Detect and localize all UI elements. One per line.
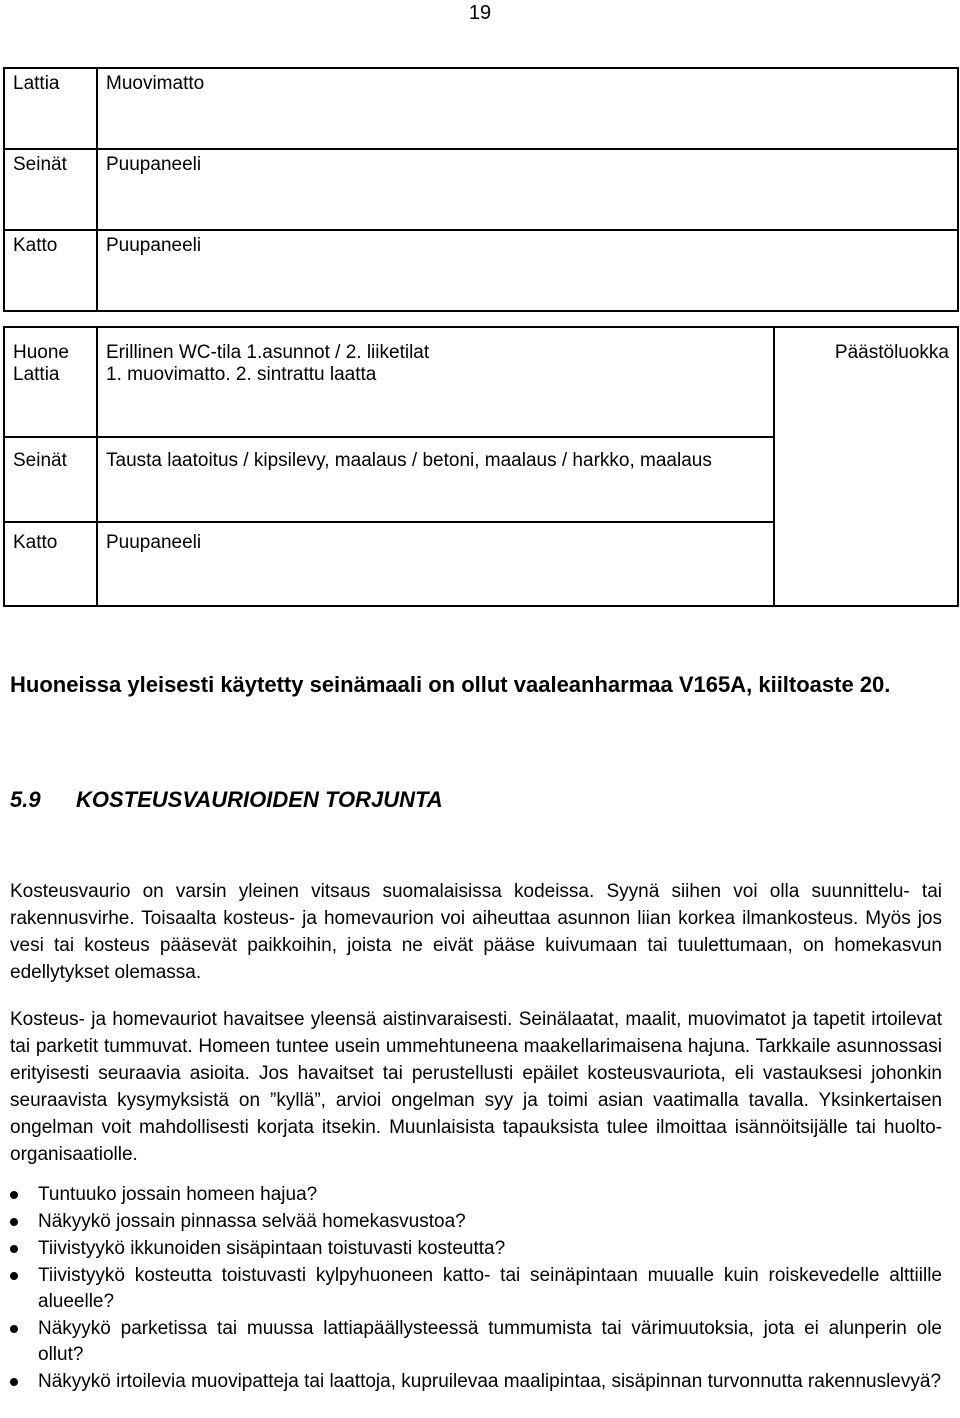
row-label: Katto — [4, 230, 97, 311]
row-label: Seinät — [4, 149, 97, 230]
page-number: 19 — [468, 2, 492, 24]
ceiling-value: Puupaneeli — [97, 522, 774, 606]
paint-note: Huoneissa yleisesti käytetty seinämaali on ollut vaaleanharmaa V165A, kiiltoaste 20. — [10, 672, 891, 697]
list-item — [10, 1182, 942, 1208]
table-row — [4, 230, 958, 311]
list-item-text: Tiivistyykö kosteutta toistuvasti kylpyhuoneen katto- tai seinäpintaan muualle kuin roiskevedelle alttiille alueelle? — [38, 1265, 942, 1312]
list-item — [10, 1209, 942, 1235]
list-item-text: Näkyykö parketissa tai muussa lattiapäällysteessä tummumista tai värimuutoksia, jota ei alunperin ole ollut? — [38, 1318, 942, 1365]
checklist — [10, 1182, 942, 1396]
paragraph: Kosteus- ja homevauriot havaitsee yleensä aistinvaraisesti. Seinälaatat, maalit, muovimatot ja tapetit irtoilevat tai parketit tummuvat. Homeen tuntee usein ummehtuneena maakellarimaisena hajuna. Tarkkaile asunnossasi erityisesti seuraavia asioita. Jos havaitset tai perustellusti epäilet kosteusvauriota, eli vastauksesi johonkin seuraavista kysymyksistä on ”kyllä”, arvioi ongelman syy ja toimi asian vaatimalla tavalla. Yksinkertaisen ongelman voit mahdollisesti korjata itsekin. Muunlaisista tapauksista tulee ilmoittaa isännöitsijälle tai huolto-organisaatiolle. — [10, 1009, 942, 1165]
list-item-text: Näkyykö irtoilevia muovipatteja tai laattoja, kupruilevaa maalipintaa, sisäpinnan turvonnutta rakennuslevyä? — [38, 1371, 942, 1392]
table-row — [4, 149, 958, 230]
list-item — [10, 1236, 942, 1262]
row-value: Muovimatto — [97, 68, 958, 149]
row-value: Puupaneeli — [97, 149, 958, 230]
bullet-icon — [10, 1191, 18, 1199]
paragraph: Kosteusvaurio on varsin yleinen vitsaus suomalaisissa kodeissa. Syynä siihen voi olla suunnittelu- tai rakennusvirhe. Toisaalta kosteus- ja homevaurion voi aiheuttaa asunnon liian korkea ilmankosteus. Myös jos vesi tai kosteus pääsevät paikkoihin, joista ne eivät pääse kuivumaan tai tuulettumaan, on homekasvun edellytykset olemassa. — [10, 881, 942, 983]
room-value: Erillinen WC-tila 1.asunnot / 2. liiketilat — [106, 342, 430, 363]
walls-label: Seinät — [4, 437, 97, 522]
ceiling-label: Katto — [4, 522, 97, 606]
list-item-text: Tuntuuko jossain homeen hajua? — [38, 1184, 318, 1205]
emission-class-label: Päästöluokka — [834, 342, 949, 363]
section-number: 5.9 — [10, 787, 41, 812]
row-label: Lattia — [4, 68, 97, 149]
section-heading — [10, 786, 443, 814]
bullet-icon — [10, 1325, 18, 1333]
table-row — [4, 68, 958, 149]
room-label: Huone — [13, 342, 69, 363]
materials-table-2 — [3, 326, 959, 607]
bullet-icon — [10, 1378, 18, 1386]
list-item — [10, 1263, 942, 1315]
bullet-icon — [10, 1218, 18, 1226]
list-item-text: Tiivistyykö ikkunoiden sisäpintaan toistuvasti kosteutta? — [38, 1238, 506, 1259]
materials-table-1 — [3, 67, 959, 312]
section-title: KOSTEUSVAURIOIDEN TORJUNTA — [76, 787, 443, 812]
table-row — [4, 327, 958, 437]
row-value: Puupaneeli — [97, 230, 958, 311]
floor-label: Lattia — [13, 364, 60, 385]
bullet-icon — [10, 1245, 18, 1253]
list-item — [10, 1316, 942, 1368]
floor-value: 1. muovimatto. 2. sintrattu laatta — [106, 364, 377, 385]
list-item — [10, 1369, 942, 1395]
bullet-icon — [10, 1272, 18, 1280]
list-item-text: Näkyykö jossain pinnassa selvää homekasvustoa? — [38, 1211, 466, 1232]
walls-value: Tausta laatoitus / kipsilevy, maalaus / betoni, maalaus / harkko, maalaus — [106, 450, 712, 471]
